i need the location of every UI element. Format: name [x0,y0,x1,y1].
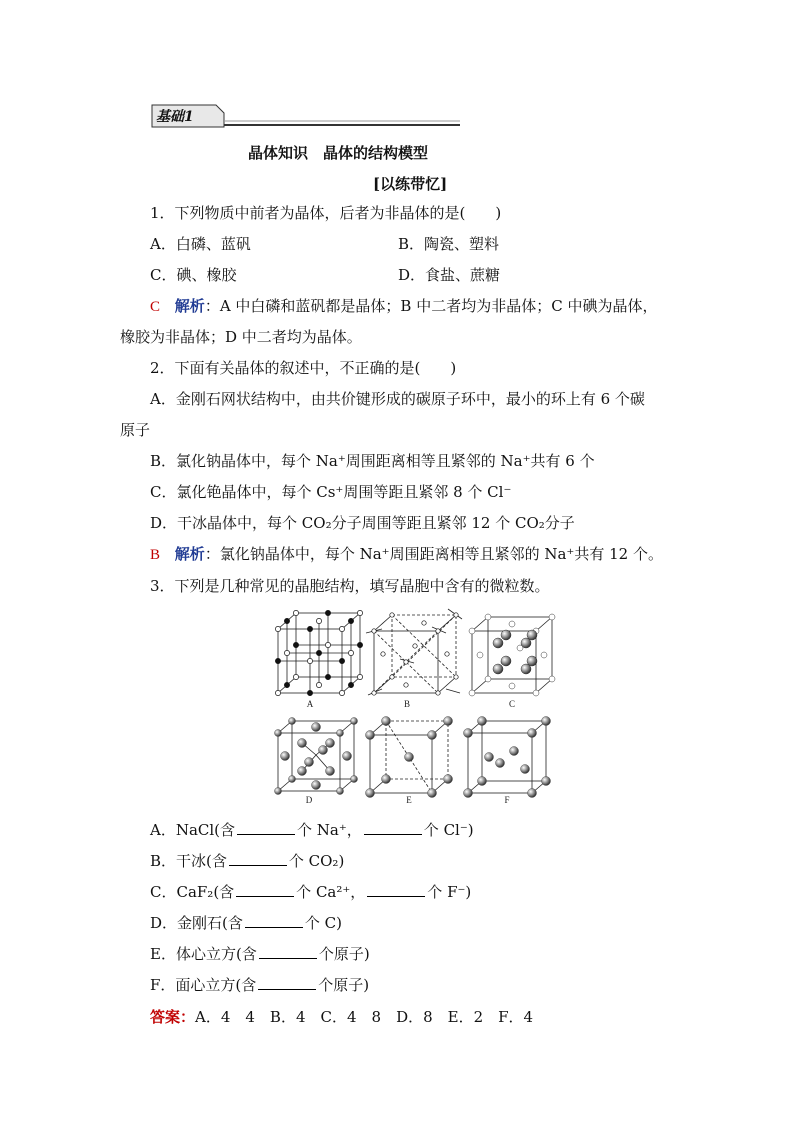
figure-label-f: F [504,795,510,805]
q2-answer: B [150,547,161,563]
q3-answer-label: 答案： [150,1008,196,1026]
q3-item-a [150,820,474,840]
q2-analysis-tag: 解析 [174,545,205,563]
q3-item-f [150,975,369,995]
q3-blank-d[interactable] [245,913,303,928]
q3-stem: 3．下列是几种常见的晶胞结构，填写晶胞中含有的微粒数。 [150,577,550,595]
q1-option-b: B．陶瓷、塑料 [398,235,500,253]
figure-label-e: E [406,795,412,805]
figure-label-b: B [403,699,411,709]
q1-analysis-tag: 解析 [174,297,205,315]
cell-c-caf2 [472,617,552,693]
q1-stem: 1．下列物质中前者为晶体，后者为非晶体的是( ) [150,204,502,222]
q2-option-c: C．氯化铯晶体中，每个 Cs⁺周围等距且紧邻 8 个 Cl⁻ [150,483,512,501]
q3-item-d-prefix: D．金刚石(含 [150,914,243,932]
q1-option-a: A．白磷、蓝矾 [150,235,251,253]
q3-item-f-suffix: 个原子) [318,976,370,994]
q1-analysis-line1: ：A 中白磷和蓝矾都是晶体；B 中二者均为非晶体；C 中碘为晶体， [204,297,658,315]
q3-item-d [150,913,342,933]
crystal-structures-figure [262,603,562,808]
figure-label-c: C [508,699,516,709]
q2-option-d: D．干冰晶体中，每个 CO₂分子周围等距且紧邻 12 个 CO₂分子 [150,514,575,532]
q3-answer-text: A．4 4 B．4 C．4 8 D．8 E．2 F．4 [195,1008,534,1026]
cell-c-ions [469,614,555,696]
q3-item-e-suffix: 个原子) [318,945,370,963]
q3-blank-c2[interactable] [367,882,425,897]
header-tab-label: 基础1 [156,109,194,125]
q1-option-d: D．食盐、蔗糖 [398,266,501,284]
q3-item-e-prefix: E．体心立方(含 [150,945,257,963]
q2-analysis [150,544,663,565]
q3-blank-a2[interactable] [364,820,422,835]
q3-item-b-prefix: B．干冰(含 [150,852,227,870]
q3-answer [150,1007,533,1027]
q3-item-b [150,851,344,871]
q3-item-d-suffix: 个 C) [304,914,342,932]
q3-item-e [150,944,370,964]
section-header-tab [150,103,230,125]
q1-analysis-line2: 橡胶为非晶体；D 中二者均为晶体。 [120,328,362,346]
figure-label-d: D [305,795,313,805]
q2-option-b: B．氯化钠晶体中，每个 Na⁺周围距离相等且紧邻的 Na⁺共有 6 个 [150,452,595,470]
figure-label-a: A [306,699,314,709]
section-subtitle: [以练带忆] [373,175,448,193]
q3-item-c-mid: 个 Ca²⁺， [296,883,366,901]
q3-blank-b[interactable] [229,851,287,866]
cell-b-molecules [372,613,458,695]
q3-item-a-prefix: A．NaCl(含 [150,821,236,839]
q3-item-a-mid: 个 Na⁺， [297,821,362,839]
q3-blank-f[interactable] [258,975,316,990]
q3-item-c-prefix: C．CaF₂(含 [150,883,235,901]
q1-analysis [150,296,657,317]
q2-option-a-line1: A．金刚石网状结构中，由共价键形成的碳原子环中，最小的环上有 6 个碳 [150,390,645,408]
q1-answer: C [150,299,161,315]
q2-analysis-text: ：氯化钠晶体中，每个 Na⁺周围距离相等且紧邻的 Na⁺共有 12 个。 [204,545,663,563]
header-tab-graphic [150,103,470,129]
q3-item-f-prefix: F．面心立方(含 [150,976,257,994]
q2-stem: 2．下面有关晶体的叙述中，不正确的是( ) [150,359,457,377]
q3-blank-c1[interactable] [236,882,294,897]
q3-item-b-suffix: 个 CO₂) [288,852,345,870]
q3-item-c-suffix: 个 F⁻) [427,883,472,901]
q3-blank-e[interactable] [259,944,317,959]
section-title: 晶体知识 晶体的结构模型 [248,144,429,162]
cell-a-ions [275,610,362,695]
q3-blank-a1[interactable] [237,820,295,835]
q2-option-a-line2: 原子 [120,421,151,439]
q3-item-a-suffix: 个 Cl⁻) [423,821,474,839]
q3-item-c [150,882,471,902]
q1-option-c: C．碘、橡胶 [150,266,237,284]
